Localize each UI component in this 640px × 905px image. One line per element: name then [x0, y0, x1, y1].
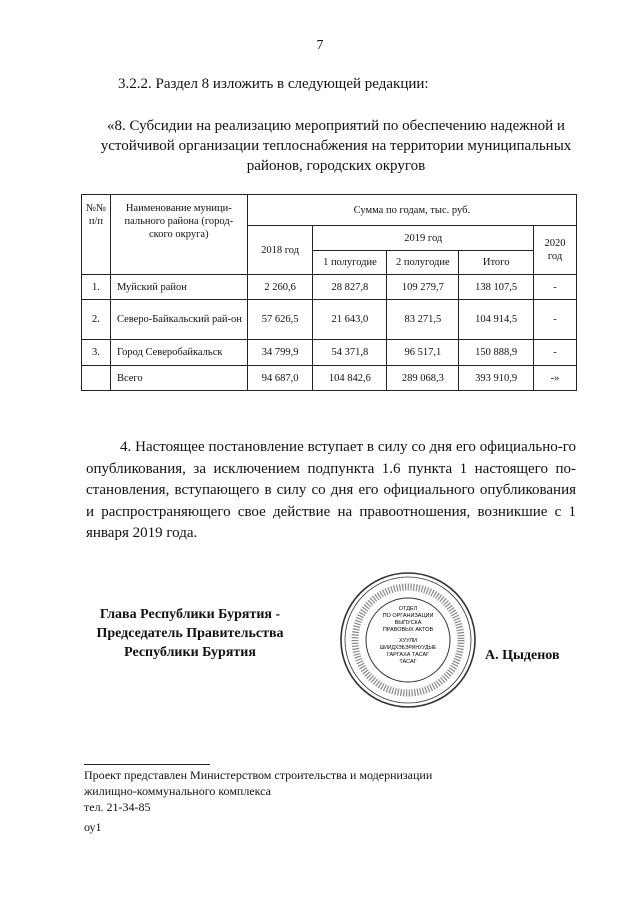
cell-name: Муйский район [110, 275, 247, 300]
footnote [84, 767, 564, 815]
footnote-line: тел. 21-34-85 [84, 800, 151, 814]
cell-no: 3. [82, 340, 111, 366]
cell-total: 393 910,9 [459, 366, 534, 391]
cell-2020: - [534, 300, 577, 340]
cell-name: Всего [110, 366, 247, 391]
heading-line: районов, городских округов [246, 158, 426, 174]
header-half2: 2 полугодие [387, 251, 459, 275]
cell-no: 1. [82, 275, 111, 300]
cell-total: 150 888,9 [459, 340, 534, 366]
cell-total: 138 107,5 [459, 275, 534, 300]
signatory-name: А. Цыденов [485, 648, 560, 663]
seal-line: ВЫПУСКА [394, 620, 422, 626]
page-number: 7 [316, 38, 324, 53]
document-code: оу1 [84, 820, 102, 834]
heading-line: «8. Субсидии на реализацию мероприятий по обеспечению надежной и [107, 118, 565, 134]
cell-half1: 54 371,8 [313, 340, 387, 366]
cell-half1: 21 643,0 [313, 300, 387, 340]
section-heading [80, 116, 592, 176]
cell-half2: 96 517,1 [387, 340, 459, 366]
cell-half2: 83 271,5 [387, 300, 459, 340]
paragraph-text: 4. Настоящее постановление вступает в силу со дня его официально-го опубликования, за исключением подпункта 1.6 пункта 1 настоящего по-становления, вступающего в силу со дня его официального опубликования и распространяющего свое действие на правоотношения, возникшие с 1 января 2019 года. [86, 439, 576, 541]
cell-2018: 57 626,5 [247, 300, 313, 340]
seal-line: ХУУЛИ [398, 638, 418, 644]
table-row [82, 275, 577, 300]
signature-line: Глава Республики Бурятия - [99, 607, 281, 622]
seal-line: ШИИДХЭБЭРИНУУДЫЕ [379, 645, 437, 651]
header-no: №№ п/п [82, 195, 111, 275]
seal-line: ОТДЕЛ [398, 606, 418, 612]
official-seal [338, 570, 478, 710]
cell-name: Город Северобайкальск [110, 340, 247, 366]
table-row [82, 340, 577, 366]
table-row [82, 300, 577, 340]
cell-2018: 94 687,0 [247, 366, 313, 391]
footnote-line: жилищно-коммунального комплекса [84, 784, 271, 798]
seal-line: ПРАВОВЫХ АКТОВ [382, 627, 434, 633]
header-sum: Сумма по годам, тыс. руб. [247, 195, 576, 226]
cell-half2: 289 068,3 [387, 366, 459, 391]
cell-2018: 34 799,9 [247, 340, 313, 366]
header-name: Наименование муници-пального района (город-ского округа) [110, 195, 247, 275]
seal-line: ГАРГАХА ТАСАГ [386, 652, 430, 658]
cell-half2: 109 279,7 [387, 275, 459, 300]
footnote-line: Проект представлен Министерством строительства и модернизации [84, 768, 433, 782]
header-2018: 2018 год [247, 226, 313, 275]
paragraph-4 [86, 437, 576, 545]
cell-2020: - [534, 275, 577, 300]
signature-line: Республики Бурятия [124, 645, 256, 660]
subsidy-table [81, 194, 577, 391]
cell-no [82, 366, 111, 391]
header-2019: 2019 год [313, 226, 534, 251]
table-row-total [82, 366, 577, 391]
cell-total: 104 914,5 [459, 300, 534, 340]
signature-title [80, 605, 300, 662]
footnote-divider [84, 764, 210, 765]
cell-2020: -» [534, 366, 577, 391]
amendment-intro: 3.2.2. Раздел 8 изложить в следующей редакции: [118, 76, 429, 92]
cell-half1: 28 827,8 [313, 275, 387, 300]
cell-half1: 104 842,6 [313, 366, 387, 391]
header-half1: 1 полугодие [313, 251, 387, 275]
heading-line: устойчивой организации теплоснабжения на территории муниципальных [100, 138, 572, 154]
header-2020: 2020 год [534, 226, 577, 275]
signature-line: Председатель Правительства [96, 626, 284, 641]
seal-line: ТАСАГ [399, 659, 417, 665]
header-total: Итого [459, 251, 534, 275]
cell-2018: 2 260,6 [247, 275, 313, 300]
cell-no: 2. [82, 300, 111, 340]
cell-name: Северо-Байкальский рай-он [110, 300, 247, 340]
cell-2020: - [534, 340, 577, 366]
seal-line: ПО ОРГАНИЗАЦИИ [382, 613, 434, 619]
